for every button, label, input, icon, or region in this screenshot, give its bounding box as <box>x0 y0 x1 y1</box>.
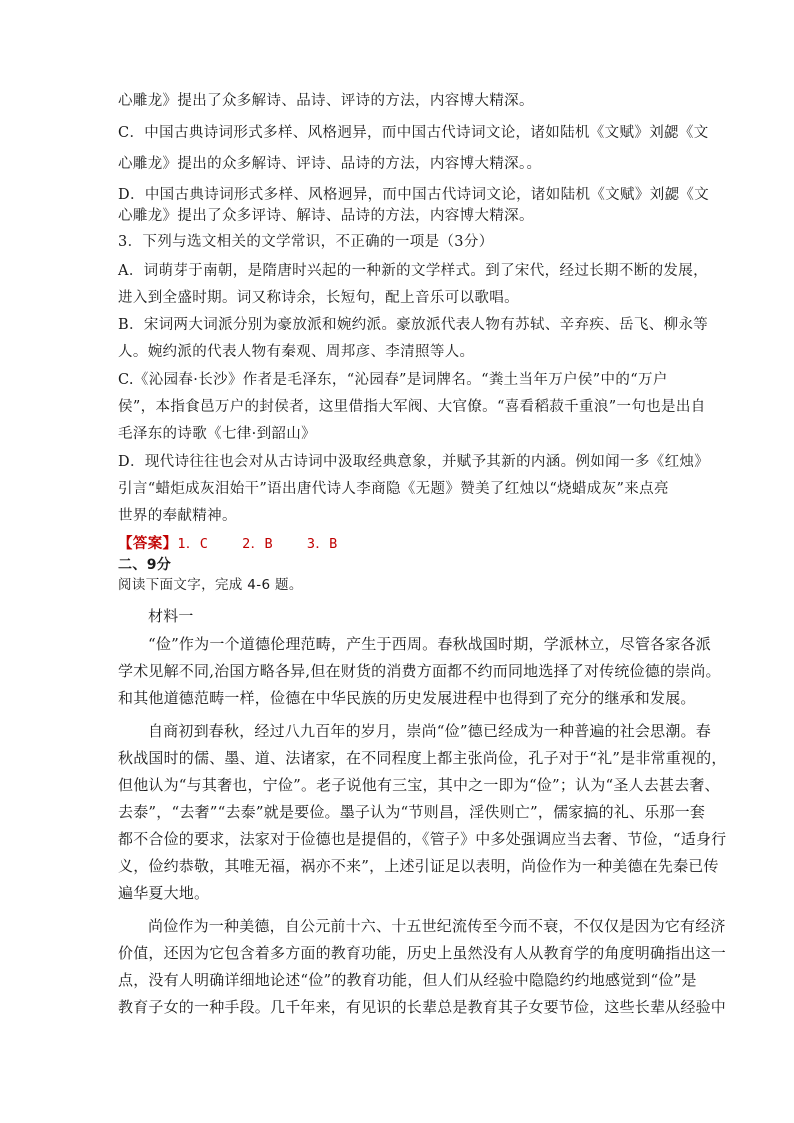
option-a-line: A．词萌芽于南朝，是隋唐时兴起的一种新的文学样式。到了宋代，经过长期不断的发展， <box>118 263 708 279</box>
paragraph-line: 自商初到春秋，经过八九百年的岁月，崇尚“俭”德已经成为一种普遍的社会思潮。春 <box>148 722 711 740</box>
paragraph-line: 但他认为“与其奢也，宁俭”。老子说他有三宝，其中之一即为“俭”；认为“圣人去甚去奢、 <box>118 776 720 794</box>
option-c-line: C．中国古典诗词形式多样、风格迥异，而中国古代诗词文论，诸如陆机《文赋》刘勰《文 <box>118 125 709 141</box>
option-c-line: C.《沁园春·长沙》作者是毛泽东，“沁园春”是词牌名。“粪土当年万户侯”中的“万户 <box>118 372 668 388</box>
answer-line <box>118 535 338 553</box>
text-line: 心雕龙》提出的众多解诗、评诗、品诗的方法，内容博大精深。。 <box>118 156 542 172</box>
paragraph-line: 秋战国时的儒、墨、道、法诸家，在不同程度上都主张尚俭，孔子对于“礼”是非常重视的， <box>118 749 727 767</box>
answer-tag: 【答案】 <box>118 535 178 552</box>
material-label: 材料一 <box>148 607 194 625</box>
paragraph-line: 去泰”，“去奢”“去泰”就是要俭。墨子认为“节则昌，淫佚则亡”，儒家搞的礼、乐那一套 <box>118 803 706 821</box>
text-line: 引言“蜡炬成灰泪始干”语出唐代诗人李商隐《无题》赞美了红烛以“烧蜡成灰”来点亮 <box>118 481 669 497</box>
option-d-line: D．中国古典诗词形式多样、风格迥异，而中国古代诗词文论，诸如陆机《文赋》刘勰《文 <box>118 187 710 203</box>
paragraph-line: 学术见解不同,治国方略各异,但在财货的消费方面都不约而同地选择了对传统俭德的崇尚。 <box>118 662 721 680</box>
paragraph-line: 义，俭约恭敬，其唯无福，祸亦不来”，上述引证足以表明，尚俭作为一种美德在先秦已传 <box>118 857 719 875</box>
paragraph-line: 都不合俭的要求，法家对于俭德也是提倡的，《管子》中多处强调应当去奢、节俭，“适身行 <box>118 830 727 848</box>
paragraph-line: 遍华夏大地。 <box>118 884 210 902</box>
text-line: 毛泽东的诗歌《七律·到韶山》 <box>118 426 317 442</box>
text-line: 侯”，本指食邑万户的封侯者，这里借指大军阀、大官僚。“喜看稻菽千重浪”一句也是出自 <box>118 399 706 415</box>
text-line: 人。婉约派的代表人物有秦观、周邦彦、李清照等人。 <box>118 344 475 360</box>
option-b-line: B．宋词两大词派分别为豪放派和婉约派。豪放派代表人物有苏轼、辛弃疾、岳飞、柳永等 <box>118 317 709 333</box>
paragraph-line: 和其他道德范畴一样，俭德在中华民族的历史发展进程中也得到了充分的继承和发展。 <box>118 689 696 707</box>
paragraph-line: 教育子女的一种手段。几千年来，有见识的长辈总是教育其子女要节俭，这些长辈从经验中 <box>118 998 727 1016</box>
section-heading: 二、9分 <box>118 557 172 573</box>
section-instruction: 阅读下面文字，完成 4-6 题。 <box>118 577 303 593</box>
paragraph-line: “俭”作为一个道德伦理范畴，产生于西周。春秋战国时期，学派林立，尽管各家各派 <box>148 635 711 653</box>
text-line: 进入到全盛时期。词又称诗余，长短句，配上音乐可以歌唱。 <box>118 290 519 306</box>
text-line: 心雕龙》提出了众多解诗、品诗、评诗的方法，内容博大精深。 <box>118 93 534 109</box>
answer-text: 1．C 2．B 3．B <box>177 536 338 552</box>
option-d-line: D．现代诗往往也会对从古诗词中汲取经典意象，并赋予其新的内涵。例如闻一多《红烛》 <box>118 454 710 470</box>
paragraph-line: 尚俭作为一种美德，自公元前十六、十五世纪流传至今而不衰，不仅仅是因为它有经济 <box>148 917 726 935</box>
text-line: 心雕龙》提出了众多评诗、解诗、品诗的方法，内容博大精深。 <box>118 208 534 224</box>
question-3-line: 3．下列与选文相关的文学常识，不正确的一项是（3分） <box>118 234 494 250</box>
paragraph-line: 价值，还因为它包含着多方面的教育功能，历史上虽然没有人从教育学的角度明确指出这一 <box>118 944 727 962</box>
text-line: 世界的奉献精神。 <box>118 508 237 524</box>
paragraph-line: 点，没有人明确详细地论述“俭”的教育功能，但人们从经验中隐隐约约地感觉到“俭”是 <box>118 971 697 989</box>
